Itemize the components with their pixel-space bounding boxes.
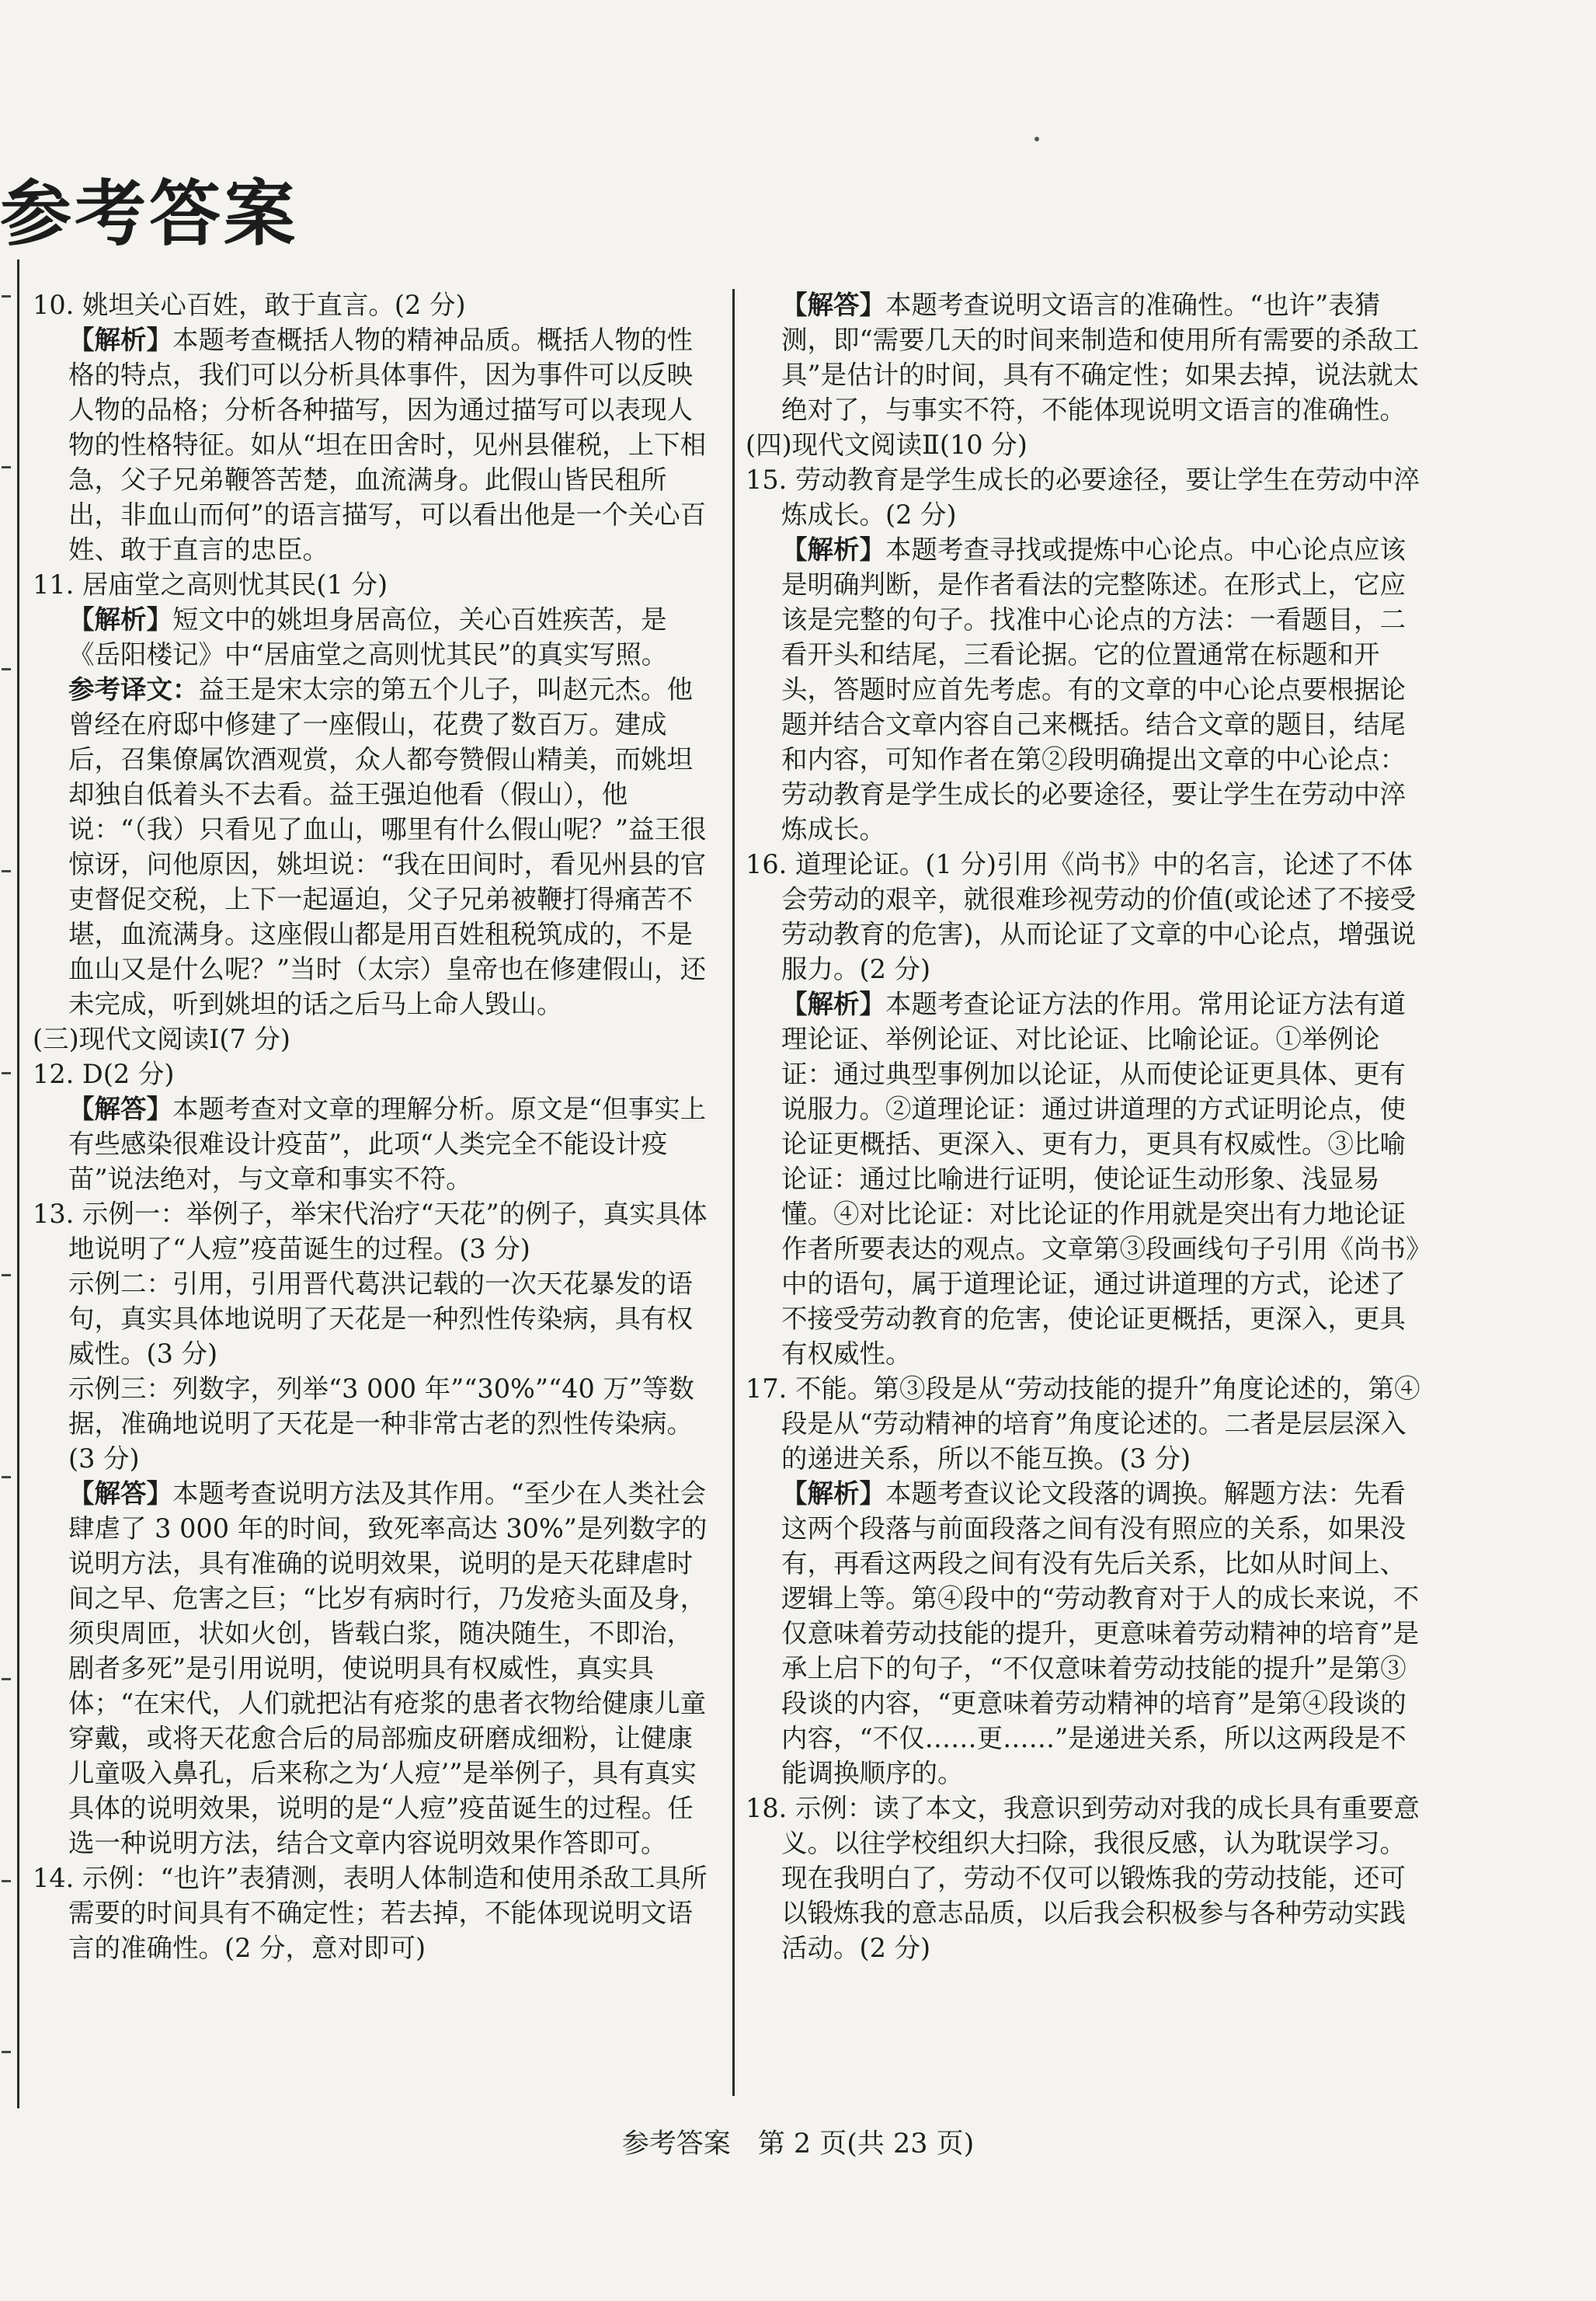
solution-text: 本题考查说明文语言的准确性。“也许”表猜测，即“需要几天的时间来制造和使用所有需要的杀敌工具”是估计的时间，具有不确定性；如果去掉，说法就太绝对了，与事实不符，不能体现说明文语言的准确性。 xyxy=(781,290,1420,425)
answer-16: 16. 道理论证。(1 分)引用《尚书》中的名言，论述了不体会劳动的艰辛，就很难珍视劳动的价值(或论述了不接受劳动教育的危害)，从而论证了文章的中心论点，增强说服力。(2 分) xyxy=(746,849,1417,984)
answer-15: 15. 劳动教育是学生成长的必要途径，要让学生在劳动中淬炼成长。(2 分) xyxy=(746,465,1420,530)
solution-tag: 【解答】 xyxy=(781,290,885,320)
analysis-tag: 【解析】 xyxy=(781,534,885,565)
section-heading-4: (四)现代文阅读Ⅱ(10 分) xyxy=(746,430,1027,460)
page-footer: 参考答案 第 2 页(共 23 页) xyxy=(621,2129,975,2160)
analysis-text: 短文中的姚坦身居高位，关心百姓疾苦，是《岳阳楼记》中“居庙堂之高则忧其民”的真实写照。 xyxy=(68,604,668,670)
solution-12 xyxy=(33,1091,716,1196)
analysis-tag: 【解析】 xyxy=(781,1478,885,1509)
analysis-15 xyxy=(746,532,1421,847)
solution-tag: 【解答】 xyxy=(68,1478,172,1509)
section-heading-3: (三)现代文阅读Ⅰ(7 分) xyxy=(33,1024,290,1054)
left-margin-rule xyxy=(17,259,19,2108)
analysis-text: 本题考查寻找或提炼中心论点。中心论点应该是明确判断，是作者看法的完整陈述。在形式上，它应该是完整的句子。找准中心论点的方法：一看题目，二看开头和结尾，三看论据。它的位置通常在标题和开头，答题时应首先考虑。有的文章的中心论点要根据论题并结合文章内容自己来概括。结合文章的题目，结尾和内容，可知作者在第②段明确提出文章的中心论点：劳动教育是学生成长的必要途径，要让学生在劳动中淬炼成长。 xyxy=(781,534,1406,844)
solution-text: 本题考查说明方法及其作用。“至少在人类社会肆虐了 3 000 年的时间，致死率高达 30%”是列数字的说明方法，具有准确的说明效果，说明的是天花肆虐时间之早、危害之巨；“比岁有病时行，乃发疮头面及身，须臾周匝，状如火创，皆载白浆，随决随生，不即治，剧者多死”是引用说明，使说明具有权威性，真实具体；“在宋代，人们就把沾有疮浆的患者衣物给健康儿童穿戴，或将天花愈合后的局部痂皮研磨成细粉，让健康儿童吸入鼻孔，后来称之为‘人痘’”是举例子，具有真实具体的说明效果，说明的是“人痘”疫苗诞生的过程。任选一种说明方法，结合文章内容说明效果作答即可。 xyxy=(68,1478,708,1858)
translation-11 xyxy=(33,672,716,1022)
answer-18: 18. 示例：读了本文，我意识到劳动对我的成长具有重要意义。以往学校组织大扫除，我很反感，认为耽误学习。现在我明白了，劳动不仅可以锻炼我的劳动技能，还可以锻炼我的意志品质，以后我会积极参与各种劳动实践活动。(2 分) xyxy=(746,1793,1420,1963)
answer-11: 11. 居庙堂之高则忧其民(1 分) xyxy=(33,569,388,600)
analysis-17 xyxy=(746,1476,1421,1791)
answer-17: 17. 不能。第③段是从“劳动技能的提升”角度论述的，第④段是从“劳动精神的培育”角度论述的。二者是层层深入的递进关系，所以不能互换。(3 分) xyxy=(746,1373,1420,1474)
answer-13-example-3: 示例三：列数字，列举“3 000 年”“30%”“40 万”等数据，准确地说明了天花是一种非常古老的烈性传染病。(3 分) xyxy=(68,1373,695,1474)
solution-text: 本题考查对文章的理解分析。原文是“但事实上有些感染很难设计疫苗”，此项“人类完全不能设计疫苗”说法绝对，与文章和事实不符。 xyxy=(68,1094,707,1194)
analysis-text: 本题考查论证方法的作用。常用论证方法有道理论证、举例论证、对比论证、比喻论证。①举例论证：通过典型事例加以论证，从而使论证更具体、更有说服力。②道理论证：通过讲道理的方式证明论点，使论证更概括、更深入、更有力，更具有权威性。③比喻论证：通过比喻进行证明，使论证生动形象、浅显易懂。④对比论证：对比论证的作用就是突出有力地论证作者所要表达的观点。文章第③段画线句子引用《尚书》中的语句，属于道理论证，通过讲道理的方式，论述了不接受劳动教育的危害，使论证更概括，更深入，更具有权威性。 xyxy=(781,989,1419,1369)
answer-12: 12. D(2 分) xyxy=(33,1059,175,1089)
answer-14: 14. 示例：“也许”表猜测，表明人体制造和使用杀敌工具所需要的时间具有不确定性；若去掉，不能体现说明文语言的准确性。(2 分，意对即可) xyxy=(33,1863,708,1963)
scan-dot xyxy=(1034,137,1039,141)
column-divider xyxy=(732,289,735,2096)
analysis-10 xyxy=(33,322,716,567)
solution-13 xyxy=(33,1476,716,1861)
solution-tag: 【解答】 xyxy=(68,1094,172,1124)
answer-10: 10. 姚坦关心百姓，敢于直言。(2 分) xyxy=(33,290,466,320)
analysis-text: 本题考查议论文段落的调换。解题方法：先看这两个段落与前面段落之间有没有照应的关系，如果没有，再看这两段之间有没有先后关系，比如从时间上、逻辑上等。第④段中的“劳动教育对于人的成长来说，不仅意味着劳动技能的提升，更意味着劳动精神的培育”是承上启下的句子，“不仅意味着劳动技能的提升”是第③段谈的内容，“更意味着劳动精神的培育”是第④段谈的内容，“不仅……更……”是递进关系，所以这两段是不能调换顺序的。 xyxy=(781,1478,1420,1788)
answer-13-example-1: 13. 示例一：举例子，举宋代治疗“天花”的例子，真实具体地说明了“人痘”疫苗诞生的过程。(3 分) xyxy=(33,1199,708,1264)
answer-13-example-2: 示例二：引用，引用晋代葛洪记载的一次天花暴发的语句，真实具体地说明了天花是一种烈性传染病，具有权威性。(3 分) xyxy=(68,1269,693,1369)
binding-margin-marks xyxy=(0,264,14,2097)
analysis-11 xyxy=(33,602,716,672)
left-column xyxy=(33,287,716,1965)
analysis-tag: 【解析】 xyxy=(68,325,172,355)
translation-text: 益王是宋太宗的第五个儿子，叫赵元杰。他曾经在府邸中修建了一座假山，花费了数百万。建成后，召集僚属饮酒观赏，众人都夸赞假山精美，而姚坦却独自低着头不去看。益王强迫他看（假山），他说：“（我）只看见了血山，哪里有什么假山呢？”益王很惊讶，问他原因，姚坦说：“我在田间时，看见州县的官吏督促交税，上下一起逼迫，父子兄弟被鞭打得痛苦不堪，血流满身。这座假山都是用百姓租税筑成的，不是血山又是什么呢？”当时（太宗）皇帝也在修建假山，还未完成，听到姚坦的话之后马上命人毁山。 xyxy=(68,674,707,1019)
analysis-16 xyxy=(746,987,1421,1371)
right-column xyxy=(746,287,1421,1965)
solution-14 xyxy=(746,287,1421,427)
analysis-tag: 【解析】 xyxy=(781,989,885,1019)
page-title: 参考答案 xyxy=(0,172,299,256)
analysis-text: 本题考查概括人物的精神品质。概括人物的性格的特点，我们可以分析具体事件，因为事件可以反映人物的品格；分析各种描写，因为通过描写可以表现人物的性格特征。如从“坦在田舍时，见州县催税，上下相急，父子兄弟鞭答苦楚，血流满身。此假山皆民租所出，非血山而何”的语言描写，可以看出他是一个关心百姓、敢于直言的忠臣。 xyxy=(68,325,707,565)
translation-tag: 参考译文： xyxy=(68,674,199,705)
analysis-tag: 【解析】 xyxy=(68,604,172,635)
